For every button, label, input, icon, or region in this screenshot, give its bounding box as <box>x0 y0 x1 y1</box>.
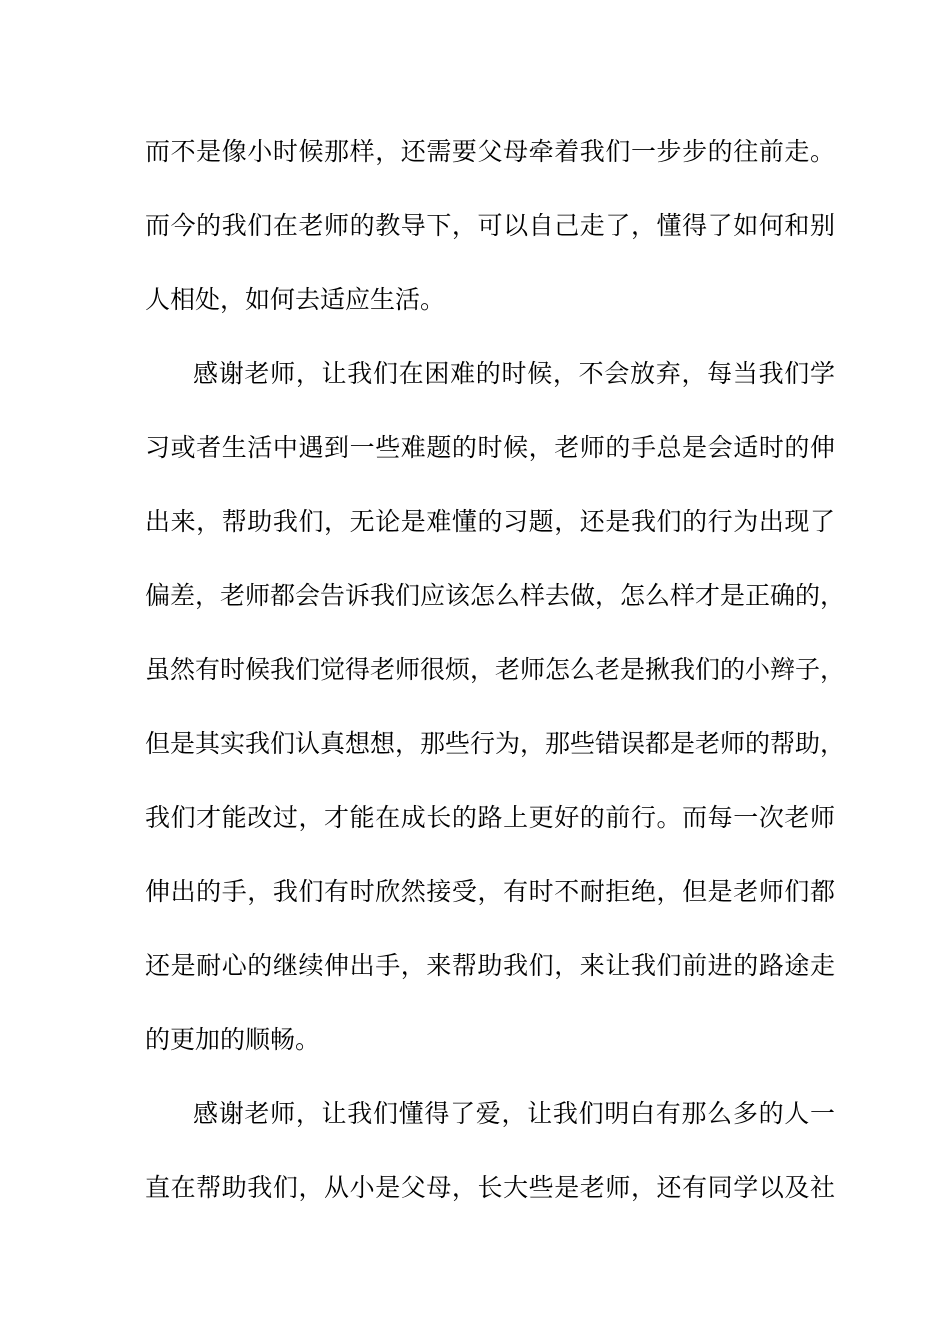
text-line: 习或者生活中遇到一些难题的时候，老师的手总是会适时的伸 <box>145 433 835 462</box>
text-line: 感谢老师，让我们在困难的时候，不会放弃，每当我们学 <box>193 359 835 388</box>
text-line: 感谢老师，让我们懂得了爱，让我们明白有那么多的人一 <box>193 1099 835 1128</box>
text-line: 的更加的顺畅。 <box>145 1025 321 1054</box>
text-line: 虽然有时候我们觉得老师很烦，老师怎么老是揪我们的小辫子， <box>145 655 846 684</box>
text-line: 而今的我们在老师的教导下，可以自己走了，懂得了如何和别 <box>145 211 835 240</box>
text-line: 我们才能改过，才能在成长的路上更好的前行。而每一次老师 <box>145 803 835 832</box>
text-line: 人相处，如何去适应生活。 <box>145 285 446 314</box>
text-line: 而不是像小时候那样，还需要父母牵着我们一步步的往前走。 <box>145 137 835 166</box>
text-line: 直在帮助我们，从小是父母，长大些是老师，还有同学以及社 <box>145 1173 835 1202</box>
text-line: 但是其实我们认真想想，那些行为，那些错误都是老师的帮助， <box>145 729 846 758</box>
text-line: 出来，帮助我们，无论是难懂的习题，还是我们的行为出现了 <box>145 507 835 536</box>
text-line: 还是耐心的继续伸出手，来帮助我们，来让我们前进的路途走 <box>145 951 835 980</box>
text-line: 伸出的手，我们有时欣然接受，有时不耐拒绝，但是老师们都 <box>145 877 835 906</box>
text-line: 偏差，老师都会告诉我们应该怎么样去做，怎么样才是正确的， <box>145 581 846 610</box>
